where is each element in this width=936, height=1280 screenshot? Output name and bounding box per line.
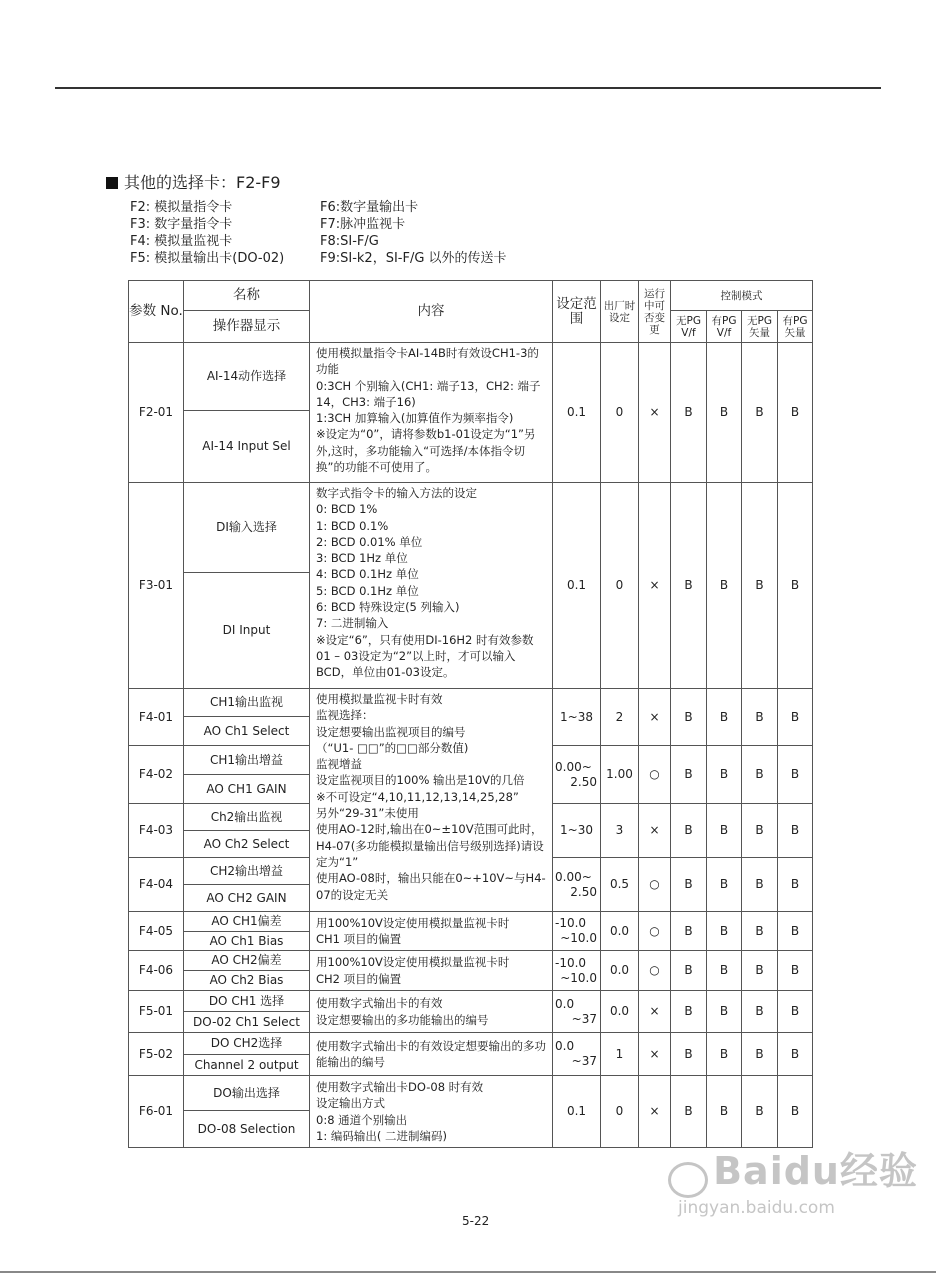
- default-value: 0.0: [601, 991, 639, 1033]
- table-row: [129, 1033, 813, 1055]
- param-name: AO CH1偏差: [184, 912, 310, 932]
- param-name: AI-14动作选择: [184, 343, 310, 411]
- range-cell: [553, 991, 601, 1033]
- mode-value: B: [707, 991, 742, 1033]
- page-number: 5-22: [462, 1214, 490, 1228]
- mode-value: B: [671, 951, 707, 991]
- range-value: 0.00~: [555, 759, 592, 774]
- mode-value: B: [778, 804, 813, 858]
- range-value: 0.0: [555, 996, 575, 1011]
- mode-value: B: [707, 746, 742, 804]
- param-no: F4-02: [129, 746, 184, 804]
- header-param-no: 参数 No.: [129, 281, 184, 343]
- table-row: [129, 689, 813, 717]
- paw-logo-icon: [668, 1162, 708, 1198]
- mode-value: B: [707, 343, 742, 483]
- mode-value: B: [778, 1076, 813, 1148]
- range-cell: 0.1: [553, 343, 601, 483]
- mode-value: B: [778, 951, 813, 991]
- mode-value: B: [778, 912, 813, 951]
- mode-value: B: [742, 858, 778, 912]
- watermark-logo: Baidu经验: [713, 1149, 918, 1193]
- card-item: F3: 数字量指令卡: [130, 217, 233, 232]
- param-no: F5-01: [129, 991, 184, 1033]
- card-item: F4: 模拟量监视卡: [130, 234, 233, 249]
- operator-display: DO-08 Selection: [184, 1111, 310, 1148]
- range-value-end: 2.50: [570, 774, 597, 789]
- param-name: AO CH2偏差: [184, 951, 310, 971]
- change-flag: ○: [639, 951, 671, 991]
- operator-display: AO Ch1 Bias: [184, 932, 310, 951]
- watermark-url: jingyan.baidu.com: [678, 1197, 835, 1218]
- mode-value: B: [671, 804, 707, 858]
- range-value: -10.0: [555, 916, 587, 930]
- range-cell: [553, 951, 601, 991]
- range-value-end: ~37: [571, 1054, 597, 1068]
- param-no: F4-01: [129, 689, 184, 746]
- default-value: 1: [601, 1033, 639, 1076]
- header-mode: 有PG V/f: [707, 311, 742, 343]
- param-no: F4-06: [129, 951, 184, 991]
- content-cell-f4-shared: 使用模拟量监视卡时有效 监视选择： 设定想要输出监视项目的编号 （“U1- □□”的□□部分数值) 监视增益 设定监视项目的100% 输出是10V的几倍 ※不可设定“4,10,11,12,13,14,25,28” 另外“29-31”未使用 使用AO-12时,输出在0~±10V范围可此时，H4-07(多功能模拟量输出信号级别选择)请设定为“1” 使用AO-08时，输出只能在0~+10V~与H4-07的设定无关: [310, 689, 553, 912]
- header-change-during-run: 运行中可否变更: [639, 281, 671, 343]
- table-row: [129, 1076, 813, 1111]
- change-flag: ×: [639, 1033, 671, 1076]
- param-name: DI输入选择: [184, 483, 310, 573]
- param-no: F3-01: [129, 483, 184, 689]
- header-range: 设定范围: [553, 281, 601, 343]
- content-cell: 用100%10V设定使用模拟量监视卡时 CH2 项目的偏置: [310, 951, 553, 991]
- mode-value: B: [778, 991, 813, 1033]
- default-value: 0: [601, 343, 639, 483]
- mode-value: B: [742, 1076, 778, 1148]
- change-flag: ×: [639, 343, 671, 483]
- operator-display: AO CH1 GAIN: [184, 775, 310, 804]
- mode-value: B: [742, 951, 778, 991]
- mode-value: B: [671, 343, 707, 483]
- header-mode: 无PG 矢量: [742, 311, 778, 343]
- operator-display: AO CH2 GAIN: [184, 885, 310, 912]
- table-row: [129, 912, 813, 932]
- range-value: 0.00~: [555, 869, 592, 884]
- mode-value: B: [707, 858, 742, 912]
- default-value: 0.0: [601, 912, 639, 951]
- card-item: F8:SI-F/G: [320, 234, 379, 249]
- mode-value: B: [742, 1033, 778, 1076]
- parameter-table: [128, 280, 813, 1148]
- range-cell: 1~30: [553, 804, 601, 858]
- operator-display: AO Ch2 Bias: [184, 971, 310, 991]
- param-name: DO输出选择: [184, 1076, 310, 1111]
- mode-value: B: [671, 1033, 707, 1076]
- mode-value: B: [707, 912, 742, 951]
- range-cell: 0.1: [553, 483, 601, 689]
- default-value: 0: [601, 483, 639, 689]
- mode-value: B: [671, 746, 707, 804]
- header-control-mode: 控制模式: [671, 281, 813, 311]
- default-value: 0.5: [601, 858, 639, 912]
- header-operator-display: 操作器显示: [184, 311, 310, 343]
- header-content: 内容: [310, 281, 553, 343]
- content-cell: 使用数字式输出卡的有效 设定想要输出的多功能输出的编号: [310, 991, 553, 1033]
- mode-value: B: [671, 991, 707, 1033]
- card-list-right: [320, 199, 507, 267]
- mode-value: B: [671, 1076, 707, 1148]
- square-bullet-icon: [106, 177, 118, 189]
- mode-value: B: [778, 483, 813, 689]
- card-item: F6:数字量输出卡: [320, 200, 419, 215]
- range-cell: [553, 746, 601, 804]
- param-no: F5-02: [129, 1033, 184, 1076]
- change-flag: ×: [639, 804, 671, 858]
- range-value: 0.0: [555, 1039, 575, 1053]
- mode-value: B: [778, 1033, 813, 1076]
- mode-value: B: [778, 689, 813, 746]
- default-value: 0: [601, 1076, 639, 1148]
- content-cell: 使用模拟量指令卡AI-14B时有效设CH1-3的功能 0:3CH 个别输入(CH1: 端子13，CH2: 端子14，CH3: 端子16) 1:3CH 加算输入(加算值作为频率指令) ※设定为“0”，请将参数b1-01设定为“1”另外,这时，多功能输入“可选择/本体指令切换”的功能不可使用了。: [310, 343, 553, 483]
- table-row: [129, 343, 813, 411]
- range-value-end: ~10.0: [560, 970, 597, 985]
- mode-value: B: [707, 689, 742, 746]
- card-item: F7:脉冲监视卡: [320, 217, 406, 232]
- range-value-end: 2.50: [570, 884, 597, 899]
- mode-value: B: [778, 858, 813, 912]
- range-cell: 1~38: [553, 689, 601, 746]
- section-title: [106, 170, 281, 193]
- operator-display: AO Ch2 Select: [184, 831, 310, 858]
- header-mode: 有PG 矢量: [778, 311, 813, 343]
- default-value: 1.00: [601, 746, 639, 804]
- content-cell: 用100%10V设定使用模拟量监视卡时 CH1 项目的偏置: [310, 912, 553, 951]
- header-name: 名称: [184, 281, 310, 311]
- param-name: DO CH1 选择: [184, 991, 310, 1012]
- range-value: -10.0: [555, 955, 587, 970]
- change-flag: ×: [639, 1076, 671, 1148]
- param-name: Ch2输出监视: [184, 804, 310, 831]
- operator-display: DI Input: [184, 573, 310, 689]
- section-title-text: 其他的选择卡：F2-F9: [124, 173, 281, 192]
- mode-value: B: [742, 991, 778, 1033]
- mode-value: B: [707, 1033, 742, 1076]
- content-cell: 数字式指令卡的输入方法的设定 0: BCD 1% 1: BCD 0.1% 2: BCD 0.01% 单位 3: BCD 1Hz 单位 4: BCD 0.1Hz 单位 5: BCD 0.1Hz 单位 6: BCD 特殊设定(5 列输入) 7: 二进制输入 ※设定“6”，只有使用DI-16H2 时有效参数01 – 03设定为“2”以上时，才可以输入BCD，单位由01-03设定。: [310, 483, 553, 689]
- default-value: 2: [601, 689, 639, 746]
- default-value: 3: [601, 804, 639, 858]
- mode-value: B: [671, 483, 707, 689]
- mode-value: B: [742, 483, 778, 689]
- change-flag: ○: [639, 858, 671, 912]
- param-name: DO CH2选择: [184, 1033, 310, 1055]
- bottom-rule: [0, 1271, 936, 1273]
- operator-display: Channel 2 output: [184, 1055, 310, 1076]
- mode-value: B: [671, 858, 707, 912]
- change-flag: ○: [639, 912, 671, 951]
- table-row: [129, 951, 813, 971]
- header-mode: 无PG V/f: [671, 311, 707, 343]
- range-cell: [553, 1033, 601, 1076]
- param-name: CH1输出增益: [184, 746, 310, 775]
- range-cell: [553, 912, 601, 951]
- range-cell: [553, 858, 601, 912]
- param-no: F6-01: [129, 1076, 184, 1148]
- change-flag: ×: [639, 991, 671, 1033]
- change-flag: ×: [639, 689, 671, 746]
- range-cell: 0.1: [553, 1076, 601, 1148]
- table-row: [129, 483, 813, 573]
- mode-value: B: [742, 804, 778, 858]
- mode-value: B: [742, 746, 778, 804]
- default-value: 0.0: [601, 951, 639, 991]
- header-default: 出厂时设定: [601, 281, 639, 343]
- operator-display: AO Ch1 Select: [184, 717, 310, 746]
- mode-value: B: [671, 912, 707, 951]
- mode-value: B: [707, 951, 742, 991]
- baidu-watermark: [668, 1140, 918, 1218]
- mode-value: B: [707, 804, 742, 858]
- mode-value: B: [671, 689, 707, 746]
- card-item: F9:SI-k2，SI-F/G 以外的传送卡: [320, 251, 507, 266]
- mode-value: B: [742, 689, 778, 746]
- mode-value: B: [707, 1076, 742, 1148]
- mode-value: B: [742, 912, 778, 951]
- change-flag: ○: [639, 746, 671, 804]
- range-value-end: ~10.0: [560, 931, 597, 945]
- param-name: CH1输出监视: [184, 689, 310, 717]
- content-cell: 使用数字式输出卡的有效设定想要输出的多功能输出的编号: [310, 1033, 553, 1076]
- param-no: F2-01: [129, 343, 184, 483]
- param-no: F4-04: [129, 858, 184, 912]
- range-value-end: ~37: [571, 1011, 597, 1026]
- change-flag: ×: [639, 483, 671, 689]
- param-no: F4-05: [129, 912, 184, 951]
- table-row: [129, 991, 813, 1012]
- content-cell: 使用数字式输出卡DO-08 时有效 设定输出方式 0:8 通道个别输出 1: 编码输出( 二进制编码): [310, 1076, 553, 1148]
- operator-display: DO-02 Ch1 Select: [184, 1012, 310, 1033]
- param-name: CH2输出增益: [184, 858, 310, 885]
- card-item: F2: 模拟量指令卡: [130, 200, 233, 215]
- mode-value: B: [778, 343, 813, 483]
- mode-value: B: [778, 746, 813, 804]
- card-item: F5: 模拟量输出卡(DO-02): [130, 251, 285, 266]
- operator-display: AI-14 Input Sel: [184, 411, 310, 483]
- mode-value: B: [742, 343, 778, 483]
- card-list-left: [130, 199, 284, 267]
- param-no: F4-03: [129, 804, 184, 858]
- top-rule: [55, 87, 881, 89]
- mode-value: B: [707, 483, 742, 689]
